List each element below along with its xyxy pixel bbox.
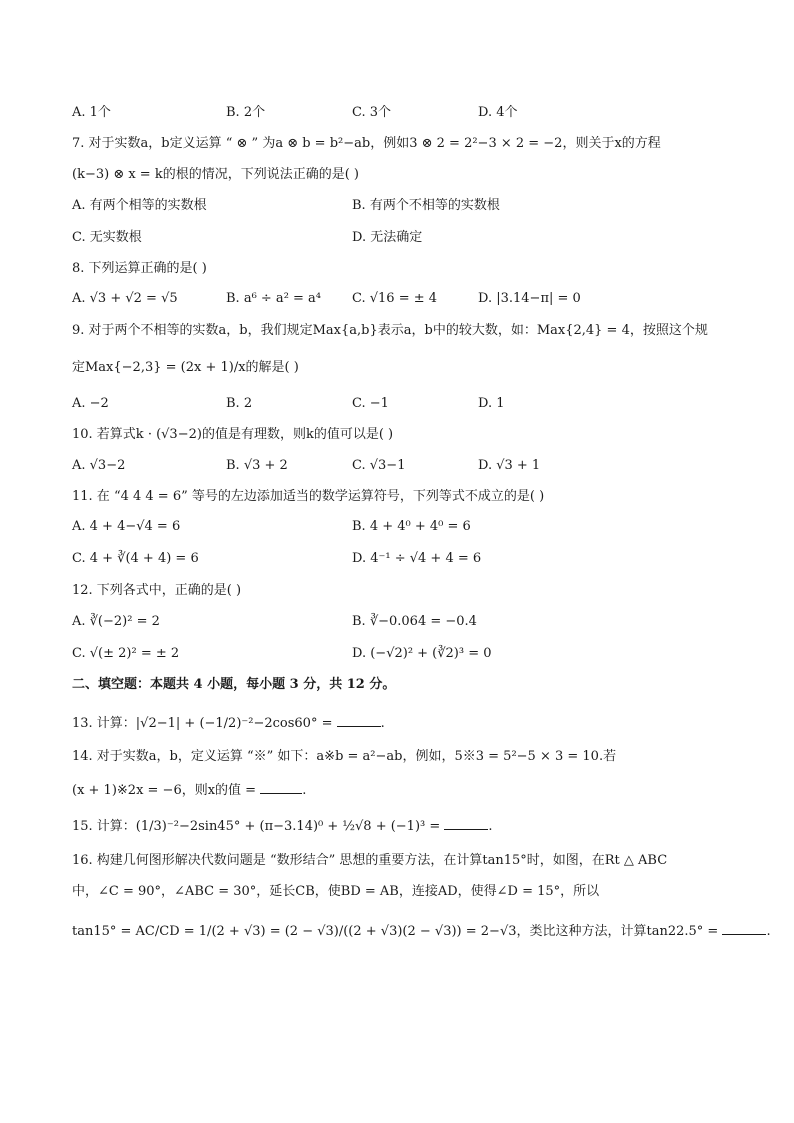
q15-period: . <box>488 819 493 834</box>
q7-option-d: D. 无法确定 <box>352 230 423 245</box>
q9-option-b: B. 2 <box>226 396 253 411</box>
q14-answer-blank[interactable] <box>260 779 302 794</box>
q13-line <box>72 712 385 733</box>
q12-stem: 12. 下列各式中，正确的是( ) <box>72 583 242 598</box>
q10-option-b: B. √3 + 2 <box>226 458 288 473</box>
q16-stem-line2: 中，∠C = 90°，∠ABC = 30°，延长CB，使BD = AB，连接AD，使得∠D = 15°，所以 <box>72 884 600 899</box>
q10-option-c: C. √3−1 <box>352 458 406 473</box>
q12-option-c: C. √(± 2)² = ± 2 <box>72 646 180 661</box>
q15-line <box>72 815 493 836</box>
q9-stem-line1: 9. 对于两个不相等的实数a，b，我们规定Max{a,b}表示a，b中的较大数，如：Max{2,4} = 4，按照这个规 <box>72 323 708 338</box>
q8-option-d: D. |3.14−π| = 0 <box>478 291 581 306</box>
q14-text: (x + 1)※2x = −6，则x的值 = <box>72 783 261 798</box>
prev-option-b: B. 2个 <box>226 105 266 120</box>
q10-stem: 10. 若算式k · (√3−2)的值是有理数，则k的值可以是( ) <box>72 427 394 442</box>
q11-option-d: D. 4⁻¹ ÷ √4 + 4 = 6 <box>352 551 482 566</box>
section-heading-fill-in: 二、填空题：本题共 4 小题，每小题 3 分，共 12 分。 <box>72 677 396 692</box>
q13-text: 13. 计算：|√2−1| + (−1/2)⁻²−2cos60° = <box>72 716 337 731</box>
prev-option-d: D. 4个 <box>478 105 518 120</box>
q15-text: 15. 计算：(1/3)⁻²−2sin45° + (π−3.14)⁰ + ½√8 + (−1)³ = <box>72 819 445 834</box>
q7-stem-line1: 7. 对于实数a，b定义运算 “ ⊗ ” 为a ⊗ b = b²−ab，例如3 ⊗ 2 = 2²−3 × 2 = −2，则关于x的方程 <box>72 136 661 151</box>
q8-option-c: C. √16 = ± 4 <box>352 291 438 306</box>
prev-option-c: C. 3个 <box>352 105 392 120</box>
q14-line2 <box>72 779 306 800</box>
q11-option-a: A. 4 + 4−√4 = 6 <box>72 519 181 534</box>
q8-option-a: A. √3 + √2 = √5 <box>72 291 178 306</box>
q12-option-d: D. (−√2)² + (∛2)³ = 0 <box>352 646 492 661</box>
q10-option-a: A. √3−2 <box>72 458 126 473</box>
q9-option-c: C. −1 <box>352 396 389 411</box>
q7-option-a: A. 有两个相等的实数根 <box>72 198 207 213</box>
q16-answer-blank[interactable] <box>722 920 766 935</box>
q8-stem: 8. 下列运算正确的是( ) <box>72 261 207 276</box>
q12-option-b: B. ∛−0.064 = −0.4 <box>352 614 477 629</box>
q11-option-c: C. 4 + ∛(4 + 4) = 6 <box>72 551 199 566</box>
q13-answer-blank[interactable] <box>337 712 381 727</box>
q9-option-d: D. 1 <box>478 396 505 411</box>
prev-option-a: A. 1个 <box>72 105 111 120</box>
q7-stem-line2: (k−3) ⊗ x = k的根的情况，下列说法正确的是( ) <box>72 167 359 182</box>
q11-option-b: B. 4 + 4⁰ + 4⁰ = 6 <box>352 519 471 534</box>
q7-option-c: C. 无实数根 <box>72 230 142 245</box>
q11-stem: 11. 在 “4 4 4 = 6” 等号的左边添加适当的数学运算符号，下列等式不成立的是( ) <box>72 489 545 504</box>
q14-period: . <box>302 783 307 798</box>
q7-option-b: B. 有两个不相等的实数根 <box>352 198 500 213</box>
q10-option-d: D. √3 + 1 <box>478 458 541 473</box>
q16-stem-line1: 16. 构建几何图形解决代数问题是 “数形结合” 思想的重要方法，在计算tan15°时，如图，在Rt △ ABC <box>72 853 668 868</box>
q13-period: . <box>380 716 385 731</box>
q16-text: tan15° = AC/CD = 1/(2 + √3) = (2 − √3)/((2 + √3)(2 − √3)) = 2−√3，类比这种方法，计算tan22.5° = <box>72 924 723 939</box>
q16-period: . <box>766 924 771 939</box>
q9-option-a: A. −2 <box>72 396 109 411</box>
q14-stem-line1: 14. 对于实数a，b，定义运算 “※” 如下：a※b = a²−ab，例如，5※3 = 5²−5 × 3 = 10.若 <box>72 749 617 764</box>
q15-answer-blank[interactable] <box>444 815 488 830</box>
q16-line3 <box>72 920 771 941</box>
q9-stem-line2: 定Max{−2,3} = (2x + 1)/x的解是( ) <box>72 360 299 375</box>
q12-option-a: A. ∛(−2)² = 2 <box>72 614 160 629</box>
q8-option-b: B. a⁶ ÷ a² = a⁴ <box>226 291 322 306</box>
